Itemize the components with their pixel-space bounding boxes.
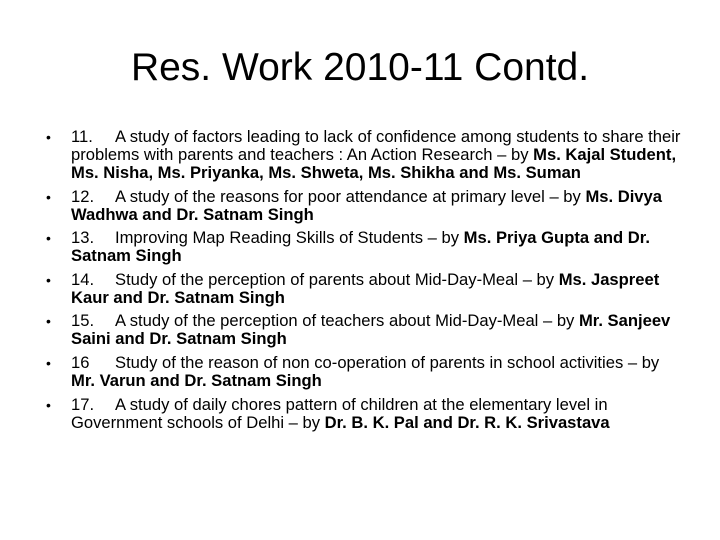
bullet-icon: • bbox=[46, 230, 51, 247]
item-number: 15. bbox=[71, 311, 95, 331]
bullet-icon: • bbox=[46, 354, 51, 371]
item-text: A study of factors leading to lack of confidence among students to share their problems with parents and teachers : An Action Research – by bbox=[71, 127, 681, 164]
list-item bbox=[46, 188, 686, 224]
list-item bbox=[46, 128, 686, 182]
item-authors: Mr. Sanjeev Saini and Dr. Satnam Singh bbox=[71, 311, 671, 349]
item-authors: Ms. Priya Gupta and Dr. Satnam Singh bbox=[71, 228, 650, 266]
list-item bbox=[46, 354, 686, 390]
item-number: 16 bbox=[71, 352, 90, 372]
list-item bbox=[46, 229, 686, 265]
item-number: 13. bbox=[71, 228, 95, 248]
bullet-icon: • bbox=[46, 313, 51, 330]
item-authors: Ms. Kajal Student, Ms. Nisha, Ms. Priyanka, Ms. Shweta, Ms. Shikha and Ms. Suman bbox=[71, 145, 677, 182]
item-text: Study of the reason of non co-operation of parents in school activities – by bbox=[115, 352, 660, 372]
research-list bbox=[46, 128, 686, 437]
item-number: 12. bbox=[71, 186, 95, 206]
list-item bbox=[46, 396, 686, 432]
item-number: 17. bbox=[71, 394, 95, 414]
item-text: A study of the reasons for poor attendance at primary level – by bbox=[115, 186, 581, 206]
item-text: A study of the perception of teachers about Mid-Day-Meal – by bbox=[115, 311, 575, 331]
list-item bbox=[46, 271, 686, 307]
item-authors: Dr. B. K. Pal and Dr. R. K. Srivastava bbox=[324, 412, 610, 432]
list-item bbox=[46, 312, 686, 348]
bullet-icon: • bbox=[46, 129, 51, 145]
item-authors: Ms. Divya Wadhwa and Dr. Satnam Singh bbox=[71, 186, 662, 224]
item-text: Study of the perception of parents about Mid-Day-Meal – by bbox=[115, 269, 555, 289]
item-number: 11. bbox=[71, 127, 93, 146]
item-authors: Ms. Jaspreet Kaur and Dr. Satnam Singh bbox=[71, 269, 660, 307]
item-text: A study of daily chores pattern of children at the elementary level in Government schools of Delhi – by bbox=[71, 394, 608, 432]
bullet-icon: • bbox=[46, 396, 51, 413]
bullet-icon: • bbox=[46, 271, 51, 288]
slide-title: Res. Work 2010-11 Contd. bbox=[130, 46, 590, 89]
item-text: Improving Map Reading Skills of Students – by bbox=[115, 228, 460, 248]
item-number: 14. bbox=[71, 269, 95, 289]
item-authors: Mr. Varun and Dr. Satnam Singh bbox=[71, 370, 322, 390]
bullet-icon: • bbox=[46, 188, 51, 205]
